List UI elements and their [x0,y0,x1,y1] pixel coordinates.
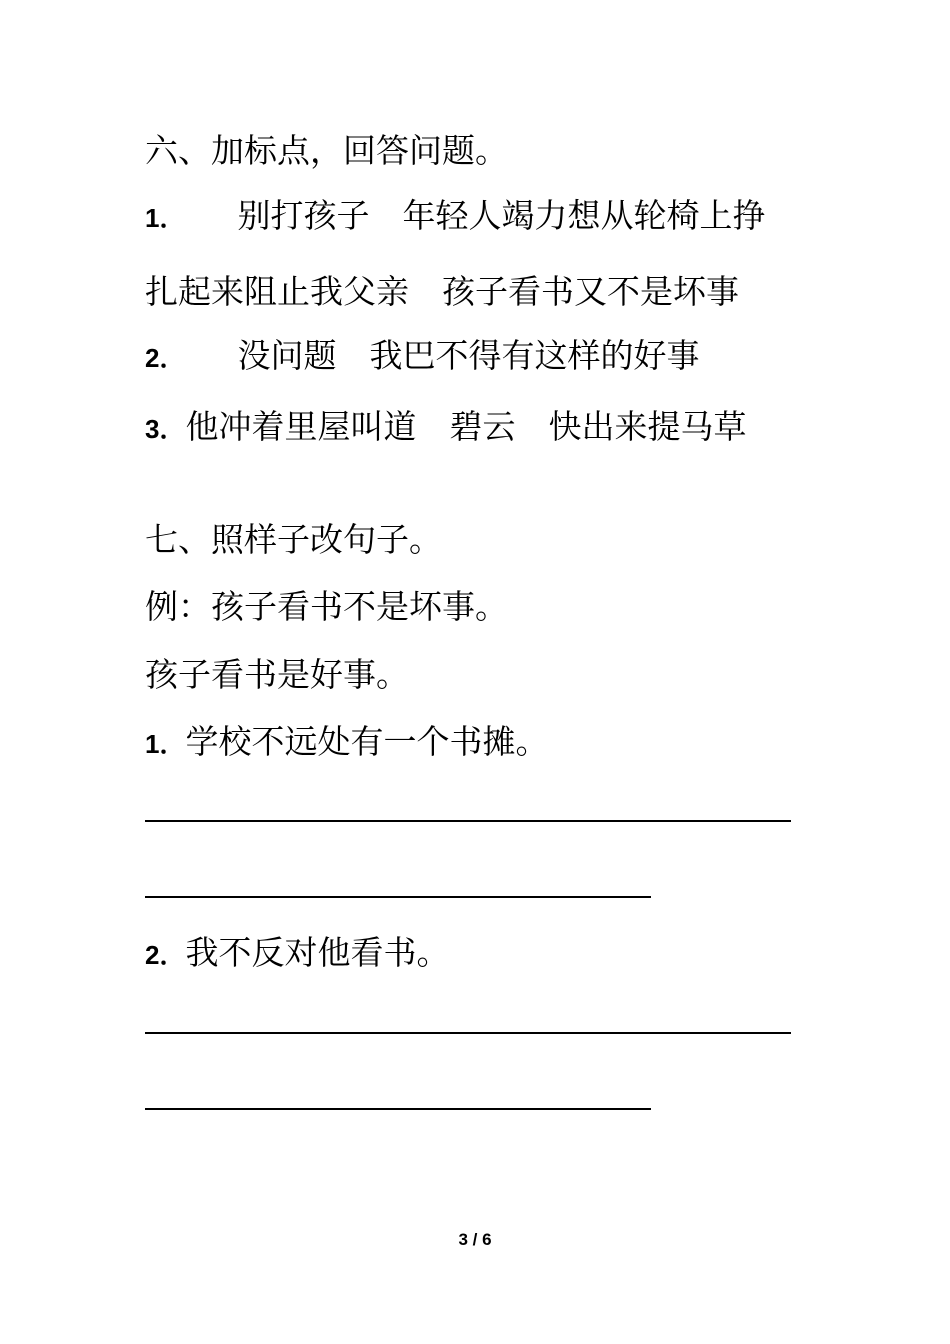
question-text: 学校不远处有一个书摊。 [185,722,549,761]
answer-blank-line[interactable] [145,1032,791,1034]
section6-q1-line2: 扎起来阻止我父亲 孩子看书又不是坏事 [145,272,739,311]
question-number: 1． [145,203,186,233]
question-text: 没问题 我巴不得有这样的好事 [237,336,700,375]
example-answer: 孩子看书是好事。 [145,655,409,694]
section7-q1 [145,722,548,764]
section6-q1-line1 [145,196,765,238]
question-number: 2． [145,940,186,970]
question-text: 别打孩子 年轻人竭力想从轮椅上挣 [237,196,766,235]
answer-blank-line[interactable] [145,820,791,822]
question-number: 3． [145,414,186,444]
section7-q2 [145,933,449,975]
section7-heading: 七、照样子改句子。 [145,520,442,559]
question-number: 2． [145,343,186,373]
answer-blank-line[interactable] [145,1108,651,1110]
question-text: 他冲着里屋叫道 碧云 快出来提马草 [185,407,747,446]
question-number: 1． [145,729,186,759]
example-sentence: 例：孩子看书不是坏事。 [145,587,508,626]
section6-q2 [145,336,699,378]
question-text: 我不反对他看书。 [185,933,450,972]
section6-heading: 六、加标点，回答问题。 [145,131,508,170]
page-number: 3 / 6 [458,1230,492,1249]
section6-q3 [145,407,746,449]
answer-blank-line[interactable] [145,896,651,898]
